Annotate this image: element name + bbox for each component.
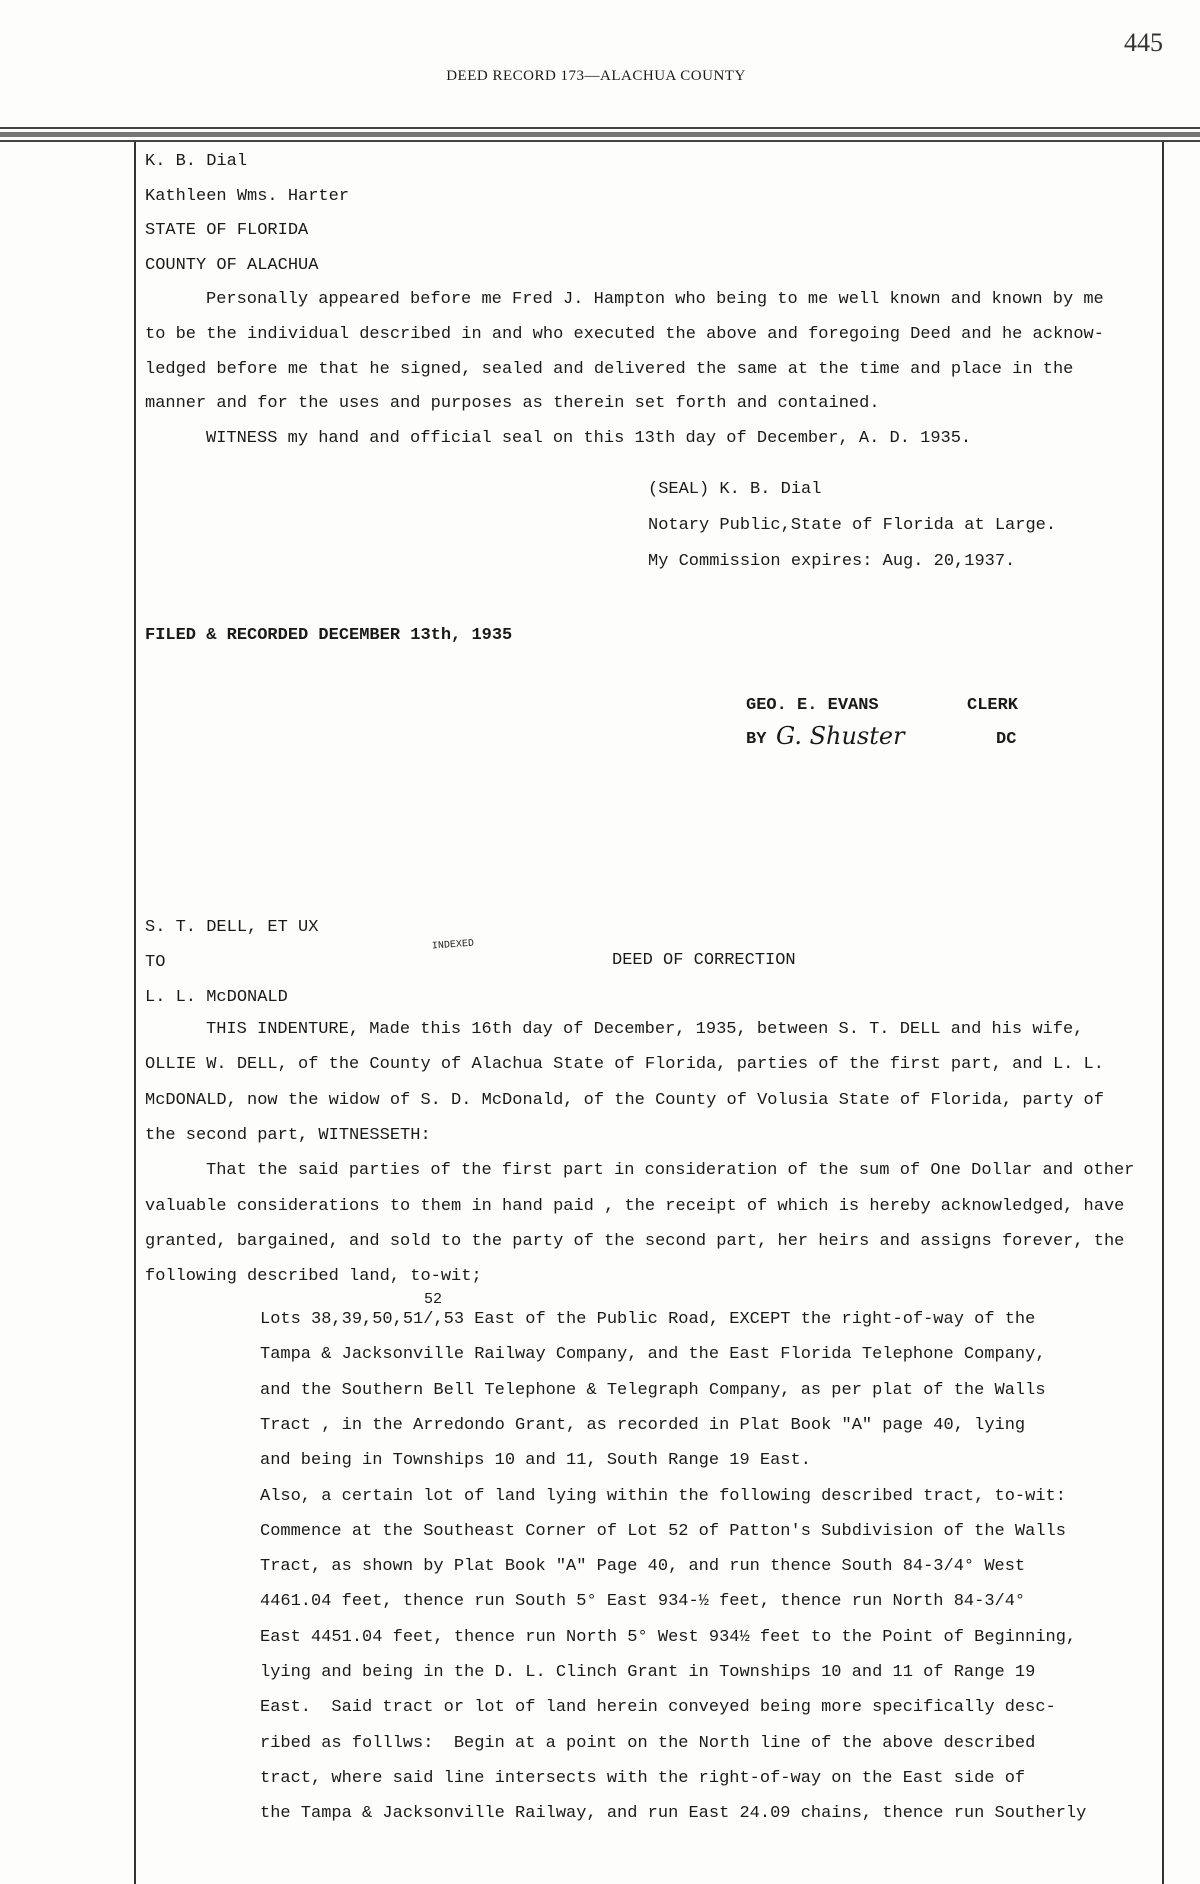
text-line: That the said parties of the first part in consideration of the sum of One Dollar and other bbox=[206, 1161, 1135, 1181]
party-line: S. T. DELL, ET UX bbox=[145, 918, 319, 937]
text-line: the Tampa & Jacksonville Railway, and run East 24.09 chains, thence run Southerly bbox=[260, 1804, 1087, 1824]
text-line: Kathleen Wms. Harter bbox=[145, 186, 350, 206]
by-label: BY bbox=[746, 730, 767, 749]
header-rule-middle bbox=[0, 132, 1200, 137]
text-line: WITNESS my hand and official seal on this 13th day of December, A. D. 1935. bbox=[206, 429, 972, 449]
text-line: Commence at the Southeast Corner of Lot 52 of Patton's Subdivision of the Walls bbox=[260, 1521, 1066, 1541]
text-line: ribed as folllws: Begin at a point on the North line of the above described bbox=[260, 1733, 1036, 1753]
party-line: TO bbox=[145, 953, 166, 972]
text-line: East. Said tract or lot of land herein conveyed being more specifically desc- bbox=[260, 1698, 1056, 1718]
clerk-name: GEO. E. EVANS bbox=[746, 696, 879, 715]
text-line: ledged before me that he signed, sealed and delivered the same at the time and place in the bbox=[145, 359, 1074, 379]
text-line: and the Southern Bell Telephone & Telegraph Company, as per plat of the Walls bbox=[260, 1380, 1046, 1400]
text-line: and being in Townships 10 and 11, South Range 19 East. bbox=[260, 1451, 811, 1471]
header-rule-top bbox=[0, 127, 1200, 129]
text-line: OLLIE W. DELL, of the County of Alachua State of Florida, parties of the first part, and L. L. bbox=[145, 1055, 1104, 1075]
text-line: Notary Public,State of Florida at Large. bbox=[648, 516, 1057, 535]
text-line: lying and being in the D. L. Clinch Grant in Townships 10 and 11 of Range 19 bbox=[260, 1663, 1036, 1682]
page-header: DEED RECORD 173—ALACHUA COUNTY bbox=[446, 68, 746, 84]
text-line: following described land, to-wit; bbox=[145, 1267, 482, 1287]
text-line: valuable considerations to them in hand paid , the receipt of which is hereby acknowledged, have bbox=[145, 1196, 1125, 1216]
text-line: the second part, WITNESSETH: bbox=[145, 1125, 431, 1145]
text-line: manner and for the uses and purposes as therein set forth and contained. bbox=[145, 394, 880, 414]
text-line: Lots 38,39,50,51/,53 East of the Public Road, EXCEPT the right-of-way of the bbox=[260, 1310, 1036, 1329]
text-line: STATE OF FLORIDA bbox=[145, 221, 309, 241]
text-line: Personally appeared before me Fred J. Hampton who being to me well known and known by me bbox=[206, 290, 1104, 309]
text-line: THIS INDENTURE, Made this 16th day of December, 1935, between S. T. DELL and his wife, bbox=[206, 1020, 1084, 1039]
text-line: granted, bargained, and sold to the party of the second part, her heirs and assigns forever, the bbox=[145, 1231, 1125, 1251]
left-margin-line bbox=[134, 142, 136, 1884]
deed-title: DEED OF CORRECTION bbox=[612, 951, 796, 970]
text-line: K. B. Dial bbox=[145, 152, 248, 171]
text-line: Tract , in the Arredondo Grant, as recorded in Plat Book "A" page 40, lying bbox=[260, 1415, 1026, 1435]
deputy-clerk-label: DC bbox=[996, 730, 1017, 749]
right-margin-line bbox=[1162, 142, 1164, 1884]
text-line: 4461.04 feet, thence run South 5° East 934-½ feet, thence run North 84-3/4° bbox=[260, 1592, 1026, 1612]
text-line: (SEAL) K. B. Dial bbox=[648, 480, 822, 499]
text-line: My Commission expires: Aug. 20,1937. bbox=[648, 552, 1016, 571]
clerk-title: CLERK bbox=[967, 696, 1019, 715]
text-line: East 4451.04 feet, thence run North 5° West 934½ feet to the Point of Beginning, bbox=[260, 1627, 1077, 1647]
text-line: COUNTY OF ALACHUA bbox=[145, 255, 319, 275]
text-line: McDONALD, now the widow of S. D. McDonald, of the County of Volusia State of Florida, party of bbox=[145, 1090, 1104, 1110]
text-line: Tampa & Jacksonville Railway Company, and the East Florida Telephone Company, bbox=[260, 1345, 1046, 1365]
text-line: Also, a certain lot of land lying within the following described tract, to-wit: bbox=[260, 1486, 1066, 1506]
clerk-signature: G. Shuster bbox=[776, 722, 905, 750]
header-rule-bottom bbox=[0, 140, 1200, 142]
indexed-stamp: INDEXED bbox=[431, 938, 475, 953]
lot-insertion: 52 bbox=[424, 1291, 443, 1308]
filed-recorded: FILED & RECORDED DECEMBER 13th, 1935 bbox=[145, 626, 513, 645]
text-line: tract, where said line intersects with the right-of-way on the East side of bbox=[260, 1768, 1026, 1788]
party-line: L. L. McDONALD bbox=[145, 988, 288, 1007]
text-line: Tract, as shown by Plat Book "A" Page 40, and run thence South 84-3/4° West bbox=[260, 1557, 1026, 1577]
text-line: to be the individual described in and who executed the above and foregoing Deed and he acknow- bbox=[145, 324, 1104, 344]
page-number: 445 bbox=[1124, 28, 1163, 57]
